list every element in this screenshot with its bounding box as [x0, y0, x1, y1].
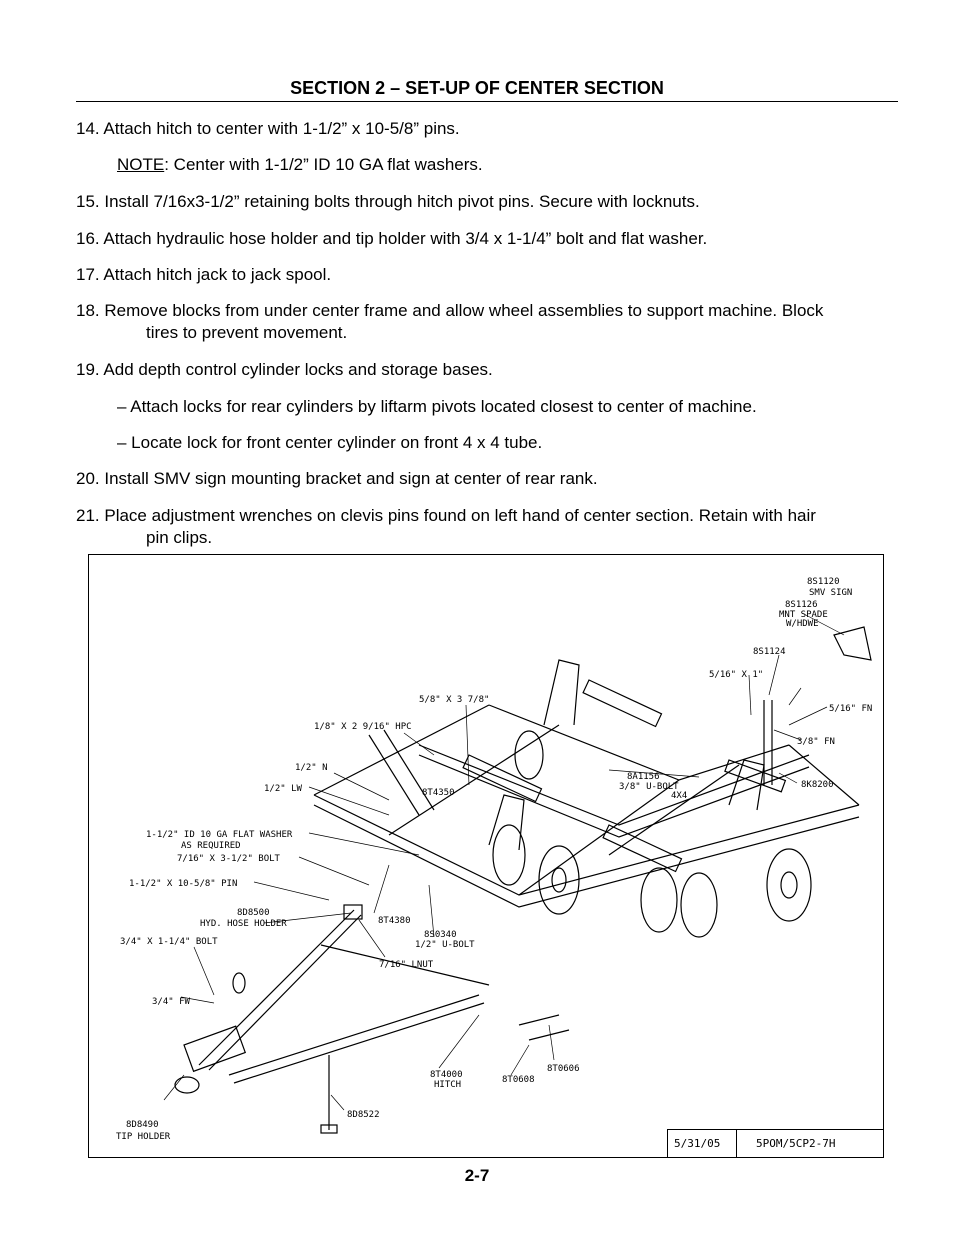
label-pin-1-1-2: 1-1/2" X 10-5/8" PIN — [129, 879, 238, 889]
assembly-drawing — [89, 555, 885, 1159]
drawing-title-block — [667, 1129, 883, 1157]
title-block-divider — [736, 1130, 737, 1158]
label-8d8522: 8D8522 — [347, 1110, 380, 1120]
part-labels — [116, 577, 872, 1142]
page-number: 2-7 — [464, 1166, 490, 1185]
label-n-1-2: 1/2" N — [295, 763, 328, 773]
wheels — [493, 731, 811, 937]
step-21 — [76, 505, 901, 549]
label-bolt-7-16: 7/16" X 3-1/2" BOLT — [177, 854, 280, 864]
label-hpc: 1/8" X 2 9/16" HPC — [314, 722, 412, 732]
label-mnt-spade: MNT SPADE — [779, 610, 828, 620]
label-pin-5-8: 5/8" X 3 7/8" — [419, 695, 490, 705]
machine-frame — [314, 627, 871, 907]
label-8d8500: 8D8500 — [237, 908, 270, 918]
label-ubolt-3-8: 3/8" U-BOLT — [619, 782, 679, 792]
label-lw-1-2: 1/2" LW — [264, 784, 302, 794]
drawing-code: 5POM/5CP2-7H — [756, 1137, 836, 1150]
label-8t4380: 8T4380 — [378, 916, 411, 926]
step-21-line2: pin clips. — [146, 528, 213, 547]
label-8t0608: 8T0608 — [502, 1075, 535, 1085]
label-8t0606: 8T0606 — [547, 1064, 580, 1074]
section-heading: SECTION 2 – SET-UP OF CENTER SECTION — [290, 78, 664, 98]
label-fn-5-16: 5/16" FN — [829, 704, 873, 714]
label-ubolt-1-2: 1/2" U-BOLT — [415, 940, 475, 950]
label-8a1156: 8A1156 — [627, 772, 660, 782]
label-fn-3-8: 3/8" FN — [797, 737, 835, 747]
label-bolt-5-16: 5/16" X 1" — [709, 670, 764, 680]
label-smv-sign: SMV SIGN — [809, 588, 853, 598]
step-21-line1: 21. Place adjustment wrenches on clevis pins found on left hand of center section. Retain with hair — [76, 506, 816, 525]
note — [117, 154, 897, 176]
step-19-sub-2: – Locate lock for front center cylinder on front 4 x 4 tube. — [117, 433, 543, 452]
label-hitch: HITCH — [434, 1080, 462, 1090]
step-20: 20. Install SMV sign mounting bracket and sign at center of rear rank. — [76, 469, 598, 488]
note-label: NOTE — [117, 155, 165, 174]
label-8t4350: 8T4350 — [422, 788, 455, 798]
hitch-assembly — [175, 905, 569, 1133]
label-tip-holder: TIP HOLDER — [116, 1132, 171, 1142]
note-text: : Center with 1-1/2” ID 10 GA flat washers. — [164, 155, 483, 174]
label-8k8200: 8K8200 — [801, 780, 834, 790]
label-8s0340: 8S0340 — [424, 930, 457, 940]
label-4x4: 4X4 — [671, 791, 688, 801]
label-washer: 1-1/2" ID 10 GA FLAT WASHER — [146, 830, 293, 840]
label-w-hdwe: W/HDWE — [786, 619, 819, 629]
step-19-sub-1: – Attach locks for rear cylinders by liftarm pivots located closest to center of machine. — [117, 397, 757, 416]
step-18-line1: 18. Remove blocks from under center frame and allow wheel assemblies to support machine. Block — [76, 301, 824, 320]
drawing-date: 5/31/05 — [674, 1137, 721, 1150]
step-18-line2: tires to prevent movement. — [146, 323, 348, 342]
label-8s1124: 8S1124 — [753, 647, 786, 657]
label-8s1120: 8S1120 — [807, 577, 840, 587]
step-15: 15. Install 7/16x3-1/2” retaining bolts through hitch pivot pins. Secure with locknuts. — [76, 192, 700, 211]
label-8d8490: 8D8490 — [126, 1120, 159, 1130]
step-19: 19. Add depth control cylinder locks and storage bases. — [76, 360, 493, 379]
label-bolt-3-4: 3/4" X 1-1/4" BOLT — [120, 937, 218, 947]
label-8s1126: 8S1126 — [785, 600, 818, 610]
heading-rule — [76, 101, 898, 102]
label-lnut: 7/16" LNUT — [379, 960, 434, 970]
step-18 — [76, 300, 901, 344]
assembly-figure — [88, 554, 884, 1158]
step-14: 14. Attach hitch to center with 1-1/2” x 10-5/8” pins. — [76, 119, 460, 138]
label-as-required: AS REQUIRED — [181, 841, 241, 851]
label-hose-holder: HYD. HOSE HOLDER — [200, 919, 287, 929]
label-fw-3-4: 3/4" FW — [152, 997, 190, 1007]
label-8t4000: 8T4000 — [430, 1070, 463, 1080]
step-16: 16. Attach hydraulic hose holder and tip holder with 3/4 x 1-1/4” bolt and flat washer. — [76, 229, 708, 248]
step-17: 17. Attach hitch jack to jack spool. — [76, 265, 332, 284]
